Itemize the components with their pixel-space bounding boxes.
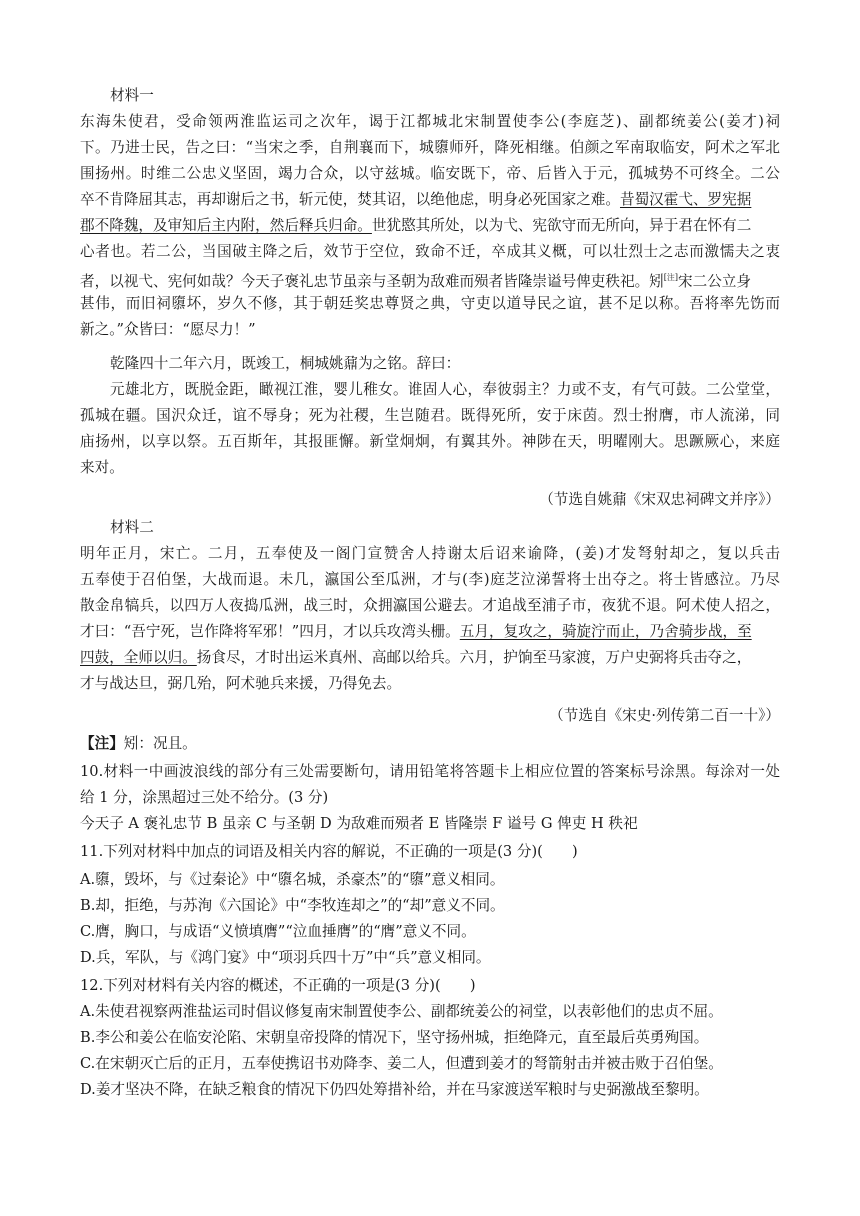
question-11-option-a: A.隳，毁坏，与《过秦论》中“隳名城，杀豪杰”的“隳”意义相同。 bbox=[80, 871, 505, 888]
material2-line-6: 才与战达旦，弼几殆，阿术驰兵来援，乃得免去。 bbox=[80, 675, 402, 692]
annotation-note-head: 【注】 bbox=[80, 735, 124, 752]
material1-line-5 bbox=[80, 216, 780, 236]
material2-line-3: 散金帛犒兵，以四万人夜捣瓜洲，战三时，众拥瀛国公避去。才追战至浦子市，夜犹不退。阿术使人招之， bbox=[80, 597, 780, 614]
material1-line-3: 围扬州。时维二公忠义坚固，竭力合众，以守兹城。临安既下，帝、后皆入于元，孤城势不可终全。二公 bbox=[80, 165, 780, 182]
question-11-option-d: D.兵，军队，与《鸿门宴》中“项羽兵四十万”中“兵”意义相同。 bbox=[80, 949, 491, 966]
material2-source: （节选自《宋史·列传第二百一十》） bbox=[549, 707, 780, 724]
inscription-line-2: 孤城在疆。国沢众迁，谊不辱身；死为社稷，生岂随君。既得死所，安于床茵。烈士拊膺，市人流涕，同 bbox=[80, 407, 780, 424]
material1-line-4 bbox=[80, 190, 780, 210]
question-12-stem: 12.下列对材料有关内容的概述，不正确的一项是(3 分)( ) bbox=[80, 977, 476, 994]
underlined-sentence-b-part1: 五月，复攻之，骑旋泞而止，乃舍骑步战，至 bbox=[459, 623, 752, 640]
question-12-option-a: A.朱使君视察两淮盐运司时倡议修复南宋制置使李公、副都统姜公的祠堂，以表彰他们的忠贞不屈。 bbox=[80, 1003, 723, 1020]
material1-line-4-text: 卒不肯降屈其志，再却谢后之书，斩元使，焚其诏，以绝他虑，明身必死国家之难。 bbox=[80, 191, 620, 208]
underlined-sentence-b-part2: 四鼓，全师以归。 bbox=[80, 649, 197, 666]
material1-line-9: 新之。”众皆曰：“愿尽力！” bbox=[80, 321, 256, 338]
question-10-options: 今天子 A 褒礼忠节 B 虽亲 C 与圣朝 D 为敌难而殒者 E 皆隆崇 F 谥号 G 俾吏 H 秩祀 bbox=[80, 815, 638, 832]
material2-line-4-text: 才曰：“吾宁死，岂作降将军邪！”四月，才以兵攻湾头栅。 bbox=[80, 623, 460, 640]
annotation-note bbox=[80, 734, 197, 754]
material1-line-5-tail: 世犹愍其所处，以为弋、宪欲守而无所向，异于君在怀有二 bbox=[371, 217, 752, 234]
question-12-option-c: C.在宋朝灭亡后的正月，五奉使携诏书劝降李、姜二人，但遭到姜才的弩箭射击并被击败于召伯堡。 bbox=[80, 1055, 723, 1072]
inscription-line-4: 来对。 bbox=[80, 459, 124, 476]
material1-line-1: 东海朱使君，受命领两淮监运司之次年，谒于江都城北宋制置使李公(李庭芝)、副都统姜公(姜才)祠 bbox=[80, 113, 780, 130]
material1-line-6: 心者也。若二公，当国破主降之后，效节于空位，致命不迁，卒成其义概，可以壮烈士之志而激懦夫之衷 bbox=[80, 243, 780, 260]
inscription-line-1: 元雄北方，既脱金距，瞰视江淮，婴儿稚女。谁固人心，奉彼弱主？力或不支，有气可鼓。二公堂堂， bbox=[110, 381, 780, 398]
annotation-mark: [注] bbox=[663, 273, 679, 282]
material1-line-7-tail: 宋二公立身 bbox=[678, 272, 751, 290]
material2-heading: 材料二 bbox=[110, 519, 154, 536]
question-12-option-b: B.李公和姜公在临安沦陷、宋朝皇帝投降的情况下，坚守扬州城，拒绝降元，直至最后英勇殉国。 bbox=[80, 1029, 709, 1046]
question-10-stem-line-2: 给 1 分，涂黑超过三处不给分。(3 分) bbox=[80, 789, 329, 806]
material1-heading: 材料一 bbox=[110, 87, 154, 104]
material2-line-2: 五奉使于召伯堡，大战而退。未几，瀛国公至瓜洲，才与(李)庭芝泣涕誓将士出夺之。将士皆感泣。乃尽 bbox=[80, 571, 780, 588]
question-12-option-d: D.姜才坚决不降，在缺乏粮食的情况下仍四处筹措补给，并在马家渡送军粮时与史弼激战至黎明。 bbox=[80, 1081, 709, 1098]
annotation-note-text: 矧：况且。 bbox=[123, 735, 197, 752]
material1-source: （节选自姚鼐《宋双忠祠碑文并序》） bbox=[539, 491, 780, 508]
material1-line-2: 下。乃进士民，告之曰：“当宋之季，自荆襄而下，城隳师歼，降死相继。伯颜之军南取临安，阿术之军北 bbox=[80, 139, 780, 156]
inscription-intro: 乾隆四十二年六月，既竣工，桐城姚鼐为之铭。辞曰： bbox=[110, 355, 461, 372]
material1-line-7 bbox=[80, 268, 780, 292]
material1-line-7-text: 者，以视弋、宪何如哉？今天子褒礼忠节虽亲与圣朝为敌难而殒者皆隆崇谥号俾吏秩祀。矧 bbox=[80, 272, 664, 290]
inscription-line-3: 庙扬州，以享以祭。五百斯年，其报匪懈。新堂炯炯，有翼其外。神陟在天，明曜刚大。思蹶厥心，来庭 bbox=[80, 433, 780, 450]
question-11-option-c: C.膺，胸口，与成语“义愤填膺”“泣血捶膺”的“膺”意义不同。 bbox=[80, 923, 476, 940]
question-11-option-b: B.却，拒绝，与苏洵《六国论》中“李牧连却之”的“却”意义不同。 bbox=[80, 897, 505, 914]
question-11-stem: 11.下列对材料中加点的词语及相关内容的解说，不正确的一项是(3 分)( ) bbox=[80, 843, 578, 860]
material2-line-5-tail: 扬食尽，才时出运米真州、高邮以给兵。六月，护饷至马家渡，万户史弼将兵击夺之， bbox=[196, 649, 752, 666]
underlined-sentence-a-part1: 昔蜀汉霍弋、罗宪据 bbox=[619, 191, 752, 208]
material1-line-8: 甚伟，而旧祠隳坏，岁久不修，其于朝廷奖忠尊贤之典，守吏以道导民之谊，甚不足以称。吾将率先饬而 bbox=[80, 295, 780, 312]
material2-line-4 bbox=[80, 622, 780, 642]
question-10-stem-line-1: 10.材料一中画波浪线的部分有三处需要断句，请用铅笔将答题卡上相应位置的答案标号涂黑。每涂对一处 bbox=[80, 763, 780, 780]
underlined-sentence-a-part2: 郡不降魏，及审知后主内附，然后释兵归命。 bbox=[80, 217, 372, 234]
material2-line-1: 明年正月，宋亡。二月，五奉使及一阁门宣赞舍人持谢太后诏来谕降，(姜)才发弩射却之，复以兵击 bbox=[80, 545, 780, 562]
material2-line-5 bbox=[80, 648, 780, 668]
